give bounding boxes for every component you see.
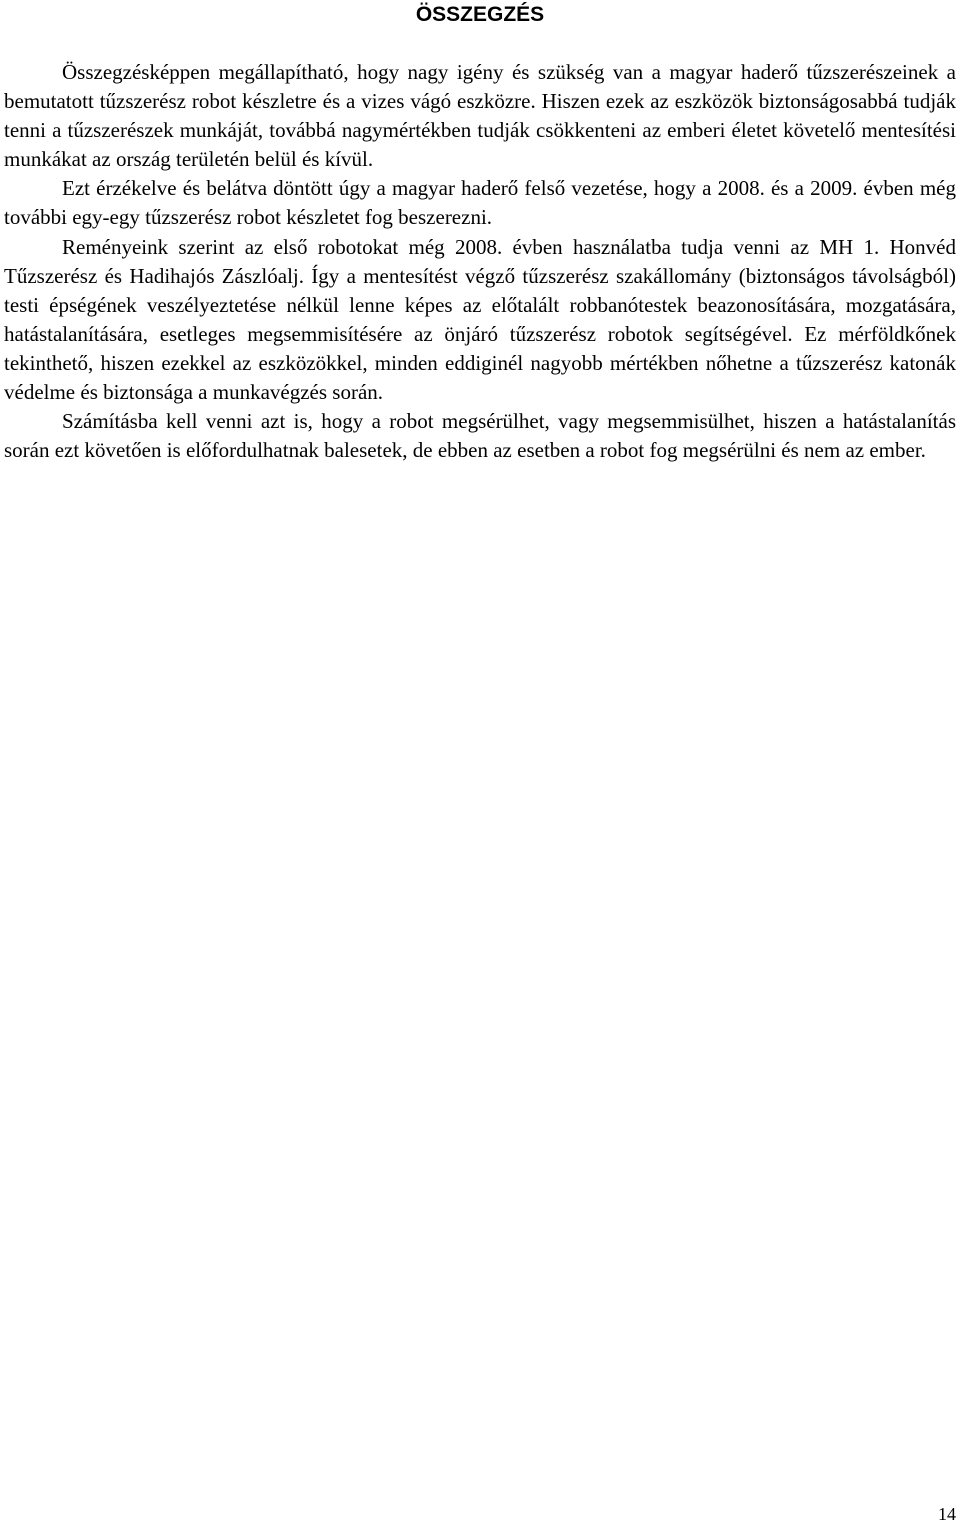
paragraph-robot-deployment: Reményeink szerint az első robotokat még 2008. évben használatba tudja venni az MH 1. Honvéd Tűzszerész és Hadihajós Zászlóalj. Így a mentesítést végző tűzszerész szakállomány (biztonságos távolságból) testi épségének veszélyeztetése nélkül lenne képes az előtalált robbanótestek beazonosítására, mozgatására, hatástalanítására, esetleges megsemmisítésére az önjáró tűzszerész robotok segítségével. Ez mérföldkőnek tekinthető, hiszen ezekkel az eszközökkel, minden eddiginél nagyobb mértékben nőhetne a tűzszerész katonák védelme és biztonsága a munkavégzés során. xyxy=(4,234,956,405)
page-title: ÖSSZEGZÉS xyxy=(415,3,545,26)
paragraph-procurement-decision: Ezt érzékelve és belátva döntött úgy a magyar haderő felső vezetése, hogy a 2008. és a 2009. évben még további egy-egy tűzszerész robot készletet fog beszerezni. xyxy=(4,176,956,230)
page-number: 14 xyxy=(938,1504,956,1524)
paragraph-robot-risk: Számításba kell venni azt is, hogy a robot megsérülhet, vagy megsemmisülhet, hiszen a hatástalanítás során ezt követően is előfordulhatnak balesetek, de ebben az esetben a robot fog megsérülni és nem az ember. xyxy=(4,409,956,463)
body-text xyxy=(4,58,956,465)
paragraph-summary-intro: Összegzésképpen megállapítható, hogy nagy igény és szükség van a magyar haderő tűzszerészeinek a bemutatott tűzszerész robot készletre és a vizes vágó eszközre. Hiszen ezek az eszközök biztonságosabbá tudják tenni a tűzszerészek munkáját, továbbá nagymértékben tudják csökkenteni az emberi életet követelő mentesítési munkákat az ország területén belül és kívül. xyxy=(4,60,956,172)
